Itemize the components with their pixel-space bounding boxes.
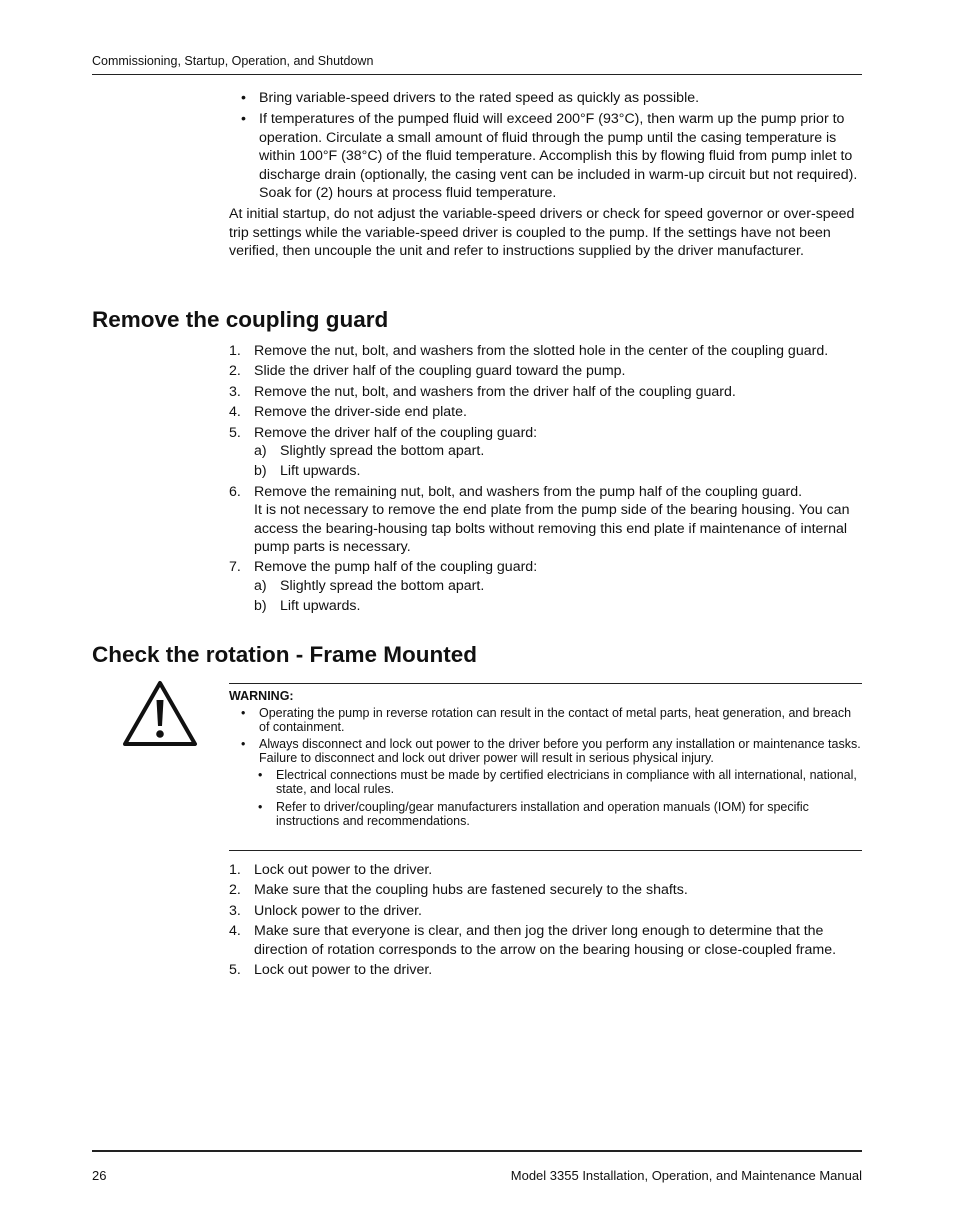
step-text: Remove the pump half of the coupling guard:: [254, 559, 538, 576]
warning-list: [229, 707, 862, 828]
step-number: 5.: [229, 962, 241, 979]
section-heading-coupling-guard: Remove the coupling guard: [92, 307, 389, 332]
step-number: 2.: [229, 363, 241, 380]
step-number: 2.: [229, 882, 241, 899]
step-text: Make sure that the coupling hubs are fastened securely to the shafts.: [254, 882, 688, 899]
manual-title: Model 3355 Installation, Operation, and Maintenance Manual: [510, 1168, 862, 1183]
list-item: • If temperatures of the pumped fluid will exceed 200°F (93°C), then warm up the pump prior to operation. Circulate a small amount of fluid through the pump until the casing temperature is within 100°F (38°C) of the fluid temperature. Accomplish this by flowing fluid from pump inlet to discharge drain (optionally, the casing vent can be included in warm-up circuit but not required). Soak for (2) hours at process fluid temperature.: [229, 110, 862, 202]
intro-block: [229, 89, 862, 261]
step-number: 4.: [229, 923, 241, 940]
step-number: 3.: [229, 902, 241, 919]
substep-text: Lift upwards.: [280, 598, 361, 615]
step-text: Remove the driver-side end plate.: [254, 404, 467, 421]
intro-paragraph: At initial startup, do not adjust the variable-speed drivers or check for speed governor or over-speed trip settings while the variable-speed driver is coupled to the pump. If the settings have not been verified, then uncouple the unit and refer to instructions supplied by the driver manufacturer.: [229, 206, 855, 260]
page-footer: [92, 1150, 862, 1183]
sub-list-item: [254, 442, 862, 460]
list-item: [229, 902, 862, 920]
step-number: 5.: [229, 424, 241, 441]
warning-item: • Operating the pump in reverse rotation can result in the contact of metal parts, heat generation, and breach of containment.: [229, 707, 862, 734]
list-item: [229, 342, 862, 360]
substep-letter: a): [254, 443, 267, 460]
warning-label: WARNING:: [229, 689, 294, 703]
page-number: 26: [92, 1168, 107, 1183]
step-text: Remove the nut, bolt, and washers from the slotted hole in the center of the coupling guard.: [254, 343, 829, 359]
step-number: 3.: [229, 383, 241, 400]
step-text: Lock out power to the driver.: [254, 962, 433, 979]
list-item: [229, 558, 862, 615]
list-item: [229, 483, 862, 557]
list-item: [229, 383, 862, 401]
warning-triangle-icon: [122, 680, 198, 748]
warning-subitem: • Refer to driver/coupling/gear manufacturers installation and operation manuals (IOM) for specific instructions and recommendations.: [246, 801, 862, 828]
warning-subitem: • Electrical connections must be made by certified electricians in compliance with all international, national, state, and local rules.: [246, 769, 862, 796]
substep-letter: b): [254, 463, 267, 480]
step-number: 7.: [229, 559, 241, 576]
substep-text: Slightly spread the bottom apart.: [280, 577, 485, 594]
step-text: Remove the nut, bolt, and washers from the driver half of the coupling guard.: [254, 383, 736, 400]
step-number: 6.: [229, 483, 241, 500]
substep-letter: b): [254, 598, 267, 615]
step-text: Unlock power to the driver.: [254, 902, 422, 919]
step-text: Remove the remaining nut, bolt, and washers from the pump half of the coupling guard.: [254, 483, 803, 500]
list-item: [229, 362, 862, 380]
list-item: [229, 861, 862, 879]
list-item: [229, 403, 862, 421]
step-number: 4.: [229, 404, 241, 421]
warning-box: [229, 683, 862, 851]
section-heading-check-rotation: Check the rotation - Frame Mounted: [92, 642, 478, 667]
warning-item-text: Always disconnect and lock out power to the driver before you perform any installation or maintenance tasks. Failure to disconnect and lock out driver power will result in serious physical injury.: [259, 737, 861, 765]
list-item: [229, 961, 862, 979]
step-number: 1.: [229, 862, 241, 878]
warning-item: [229, 738, 862, 828]
list-item: • Bring variable-speed drivers to the rated speed as quickly as possible.: [229, 89, 862, 107]
running-header: [92, 53, 862, 75]
list-item: [229, 881, 862, 899]
check-rotation-steps: [229, 861, 862, 981]
substep-text: Lift upwards.: [280, 463, 361, 480]
intro-bullets: [229, 89, 862, 202]
substep-text: Slightly spread the bottom apart.: [280, 443, 485, 460]
step-text: Remove the driver half of the coupling guard:: [254, 424, 538, 441]
sub-list-item: [254, 462, 862, 480]
list-item: [229, 922, 862, 959]
sub-list-item: [254, 577, 862, 595]
step-text: Slide the driver half of the coupling guard toward the pump.: [254, 363, 626, 380]
substep-letter: a): [254, 577, 267, 594]
running-title: Commissioning, Startup, Operation, and Shutdown: [92, 54, 374, 68]
step-number: 1.: [229, 343, 241, 359]
step-text: Lock out power to the driver.: [254, 862, 433, 878]
sub-list-item: [254, 597, 862, 615]
step-note: It is not necessary to remove the end plate from the pump side of the bearing housing. You can access the bearing-housing tap bolts without removing this end plate if maintenance of internal pump parts is necessary.: [254, 502, 850, 556]
list-item: [229, 424, 862, 481]
coupling-guard-steps: [229, 342, 862, 618]
step-text: Make sure that everyone is clear, and then jog the driver long enough to determine that the direction of rotation corresponds to the arrow on the bearing housing or close-coupled frame.: [254, 923, 837, 958]
